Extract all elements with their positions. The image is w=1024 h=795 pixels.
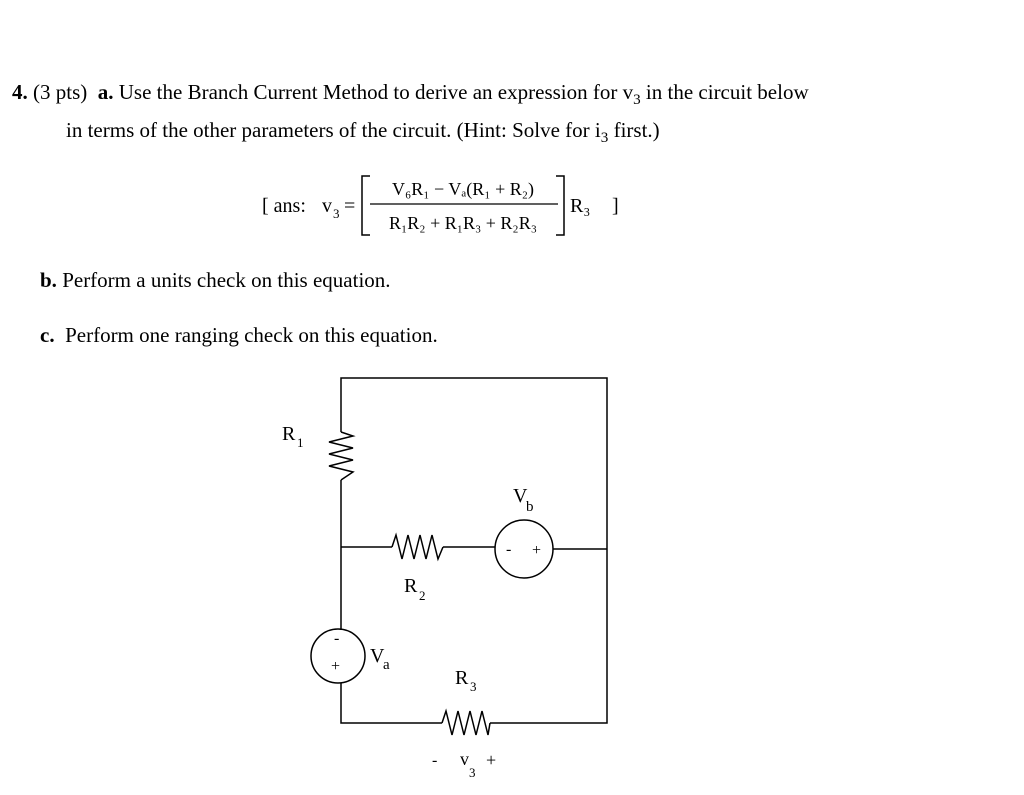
answer-lhs-var: v: [322, 195, 332, 217]
part-b-text: Perform a units check on this equation.: [62, 268, 391, 292]
va-label: V: [370, 645, 385, 667]
part-a-label: a.: [97, 80, 114, 104]
r1-label: R: [282, 423, 296, 445]
vb-sub: b: [526, 499, 534, 515]
r3-resistor: [442, 711, 490, 735]
answer-equation: [262, 176, 619, 235]
part-a-line2-text-2: first.): [608, 118, 660, 142]
r1-sub: 1: [297, 435, 304, 450]
wire-top-right: [341, 378, 607, 723]
part-c-label: c.: [40, 323, 55, 347]
part-c-text: Perform one ranging check on this equation.: [65, 323, 438, 347]
r1-resistor: [329, 432, 353, 480]
answer-close: ]: [612, 195, 619, 217]
circuit-wires: [341, 378, 607, 723]
va-minus: -: [334, 630, 340, 647]
answer-open: [ ans:: [262, 195, 306, 217]
v3-minus: -: [432, 752, 438, 769]
part-a-sub-1: 3: [633, 91, 641, 108]
answer-multiplier: R₃: [570, 195, 591, 217]
part-a-line2-text-1: in terms of the other parameters of the circuit. (Hint: Solve for i: [66, 118, 601, 142]
va-sub: a: [383, 657, 390, 673]
answer-numerator: V₆R₁ − Vₐ(R₁ + R₂): [391, 179, 535, 199]
vb-plus: +: [532, 542, 542, 559]
answer-equals: =: [344, 195, 356, 217]
answer-denominator: R₁R₂ + R₁R₃ + R₂R₃: [389, 213, 537, 233]
v3-sub: 3: [469, 765, 476, 780]
answer-lhs-sub: 3: [333, 206, 340, 221]
vb-minus: -: [506, 541, 512, 558]
vb-source: [495, 520, 553, 578]
r2-resistor: [392, 535, 443, 559]
left-bracket: [362, 176, 370, 235]
part-a-text-2: in the circuit below: [640, 80, 809, 104]
right-bracket: [556, 176, 564, 235]
v3-plus: +: [486, 750, 497, 770]
r3-label: R: [455, 667, 469, 689]
problem-number: 4.: [12, 80, 28, 104]
va-plus: +: [331, 658, 341, 675]
part-a-text-1: Use the Branch Current Method to derive an expression for v: [118, 80, 634, 104]
problem-points: (3 pts): [33, 80, 88, 104]
r2-sub: 2: [419, 588, 426, 603]
wire-bottom-left: [341, 683, 442, 723]
r3-sub: 3: [470, 679, 477, 694]
v3-label: v: [460, 749, 469, 769]
part-b-label: b.: [40, 268, 57, 292]
vb-label: V: [513, 485, 528, 507]
part-a-line2-sub: 3: [600, 129, 609, 146]
r2-label: R: [404, 575, 418, 597]
